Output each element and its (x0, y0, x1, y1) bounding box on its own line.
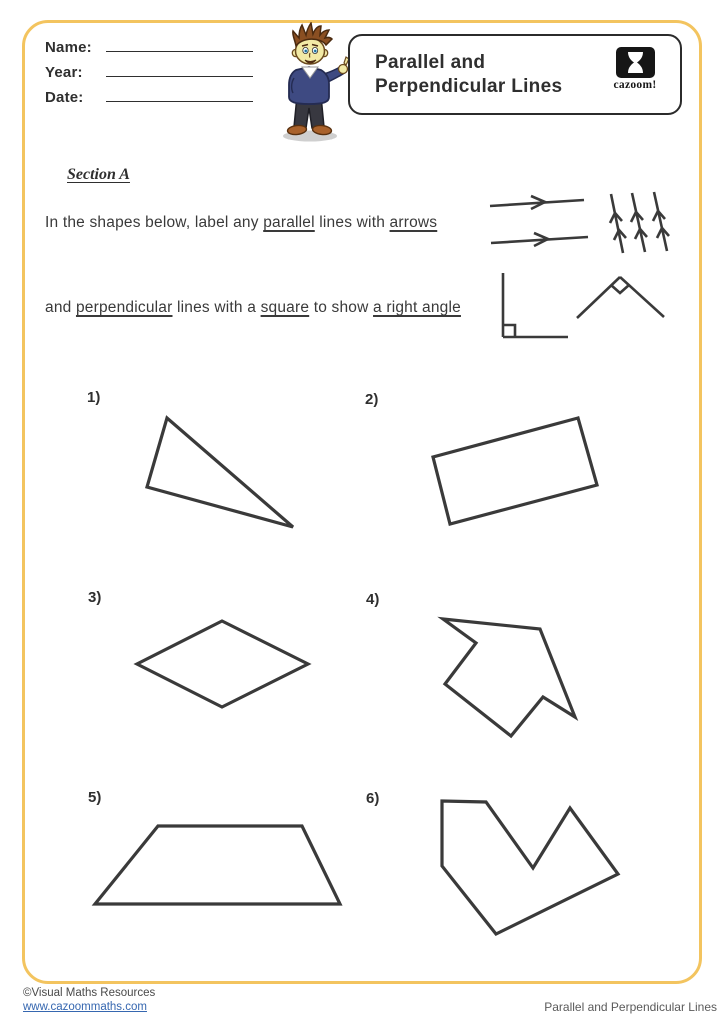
section-heading: Section A (67, 166, 130, 183)
year-label: Year: (45, 64, 83, 81)
parallel-lines-double-arrow-icon (610, 192, 669, 253)
text-segment: to show (309, 299, 374, 316)
date-label: Date: (45, 89, 84, 106)
footer-worksheet-title: Parallel and Perpendicular Lines (544, 1000, 717, 1014)
name-label: Name: (45, 39, 92, 56)
shape-1-number: 1) (87, 389, 101, 406)
term-arrows: arrows (389, 214, 438, 231)
term-perpendicular: perpendicular (75, 299, 173, 316)
term-right-angle: a right angle (373, 299, 461, 316)
text-segment: lines with a (172, 299, 261, 316)
shape-4-number: 4) (366, 591, 380, 608)
shape-6-number: 6) (366, 790, 380, 807)
cazoommaths-link[interactable]: www.cazoommaths.com (23, 1001, 147, 1013)
shape-3-number: 3) (88, 589, 102, 606)
title-line-2: Perpendicular Lines (375, 76, 563, 97)
parallel-lines-single-arrow-icon (490, 196, 588, 246)
shape-1-triangle (147, 418, 293, 527)
right-angle-corner-icon (503, 273, 568, 337)
cazoom-logo-text: cazoom! (613, 79, 657, 91)
shape-5-trapezium (95, 826, 340, 904)
copyright-text: ©Visual Maths Resources (23, 987, 156, 999)
text-segment: lines with (314, 214, 390, 231)
term-parallel: parallel (263, 214, 315, 231)
shape-4-arrow-polygon (443, 619, 575, 736)
shape-5-number: 5) (88, 789, 102, 806)
shape-3-rhombus (137, 621, 308, 707)
text-segment: and (45, 299, 76, 316)
term-square: square (260, 299, 310, 316)
shape-6-notched-polygon (442, 801, 618, 934)
shape-2-rectangle (433, 418, 597, 524)
shape-2-number: 2) (365, 391, 379, 408)
text-segment: In the shapes below, label any (45, 214, 264, 231)
right-angle-roof-icon (577, 277, 664, 318)
title-line-1: Parallel and (375, 52, 486, 73)
